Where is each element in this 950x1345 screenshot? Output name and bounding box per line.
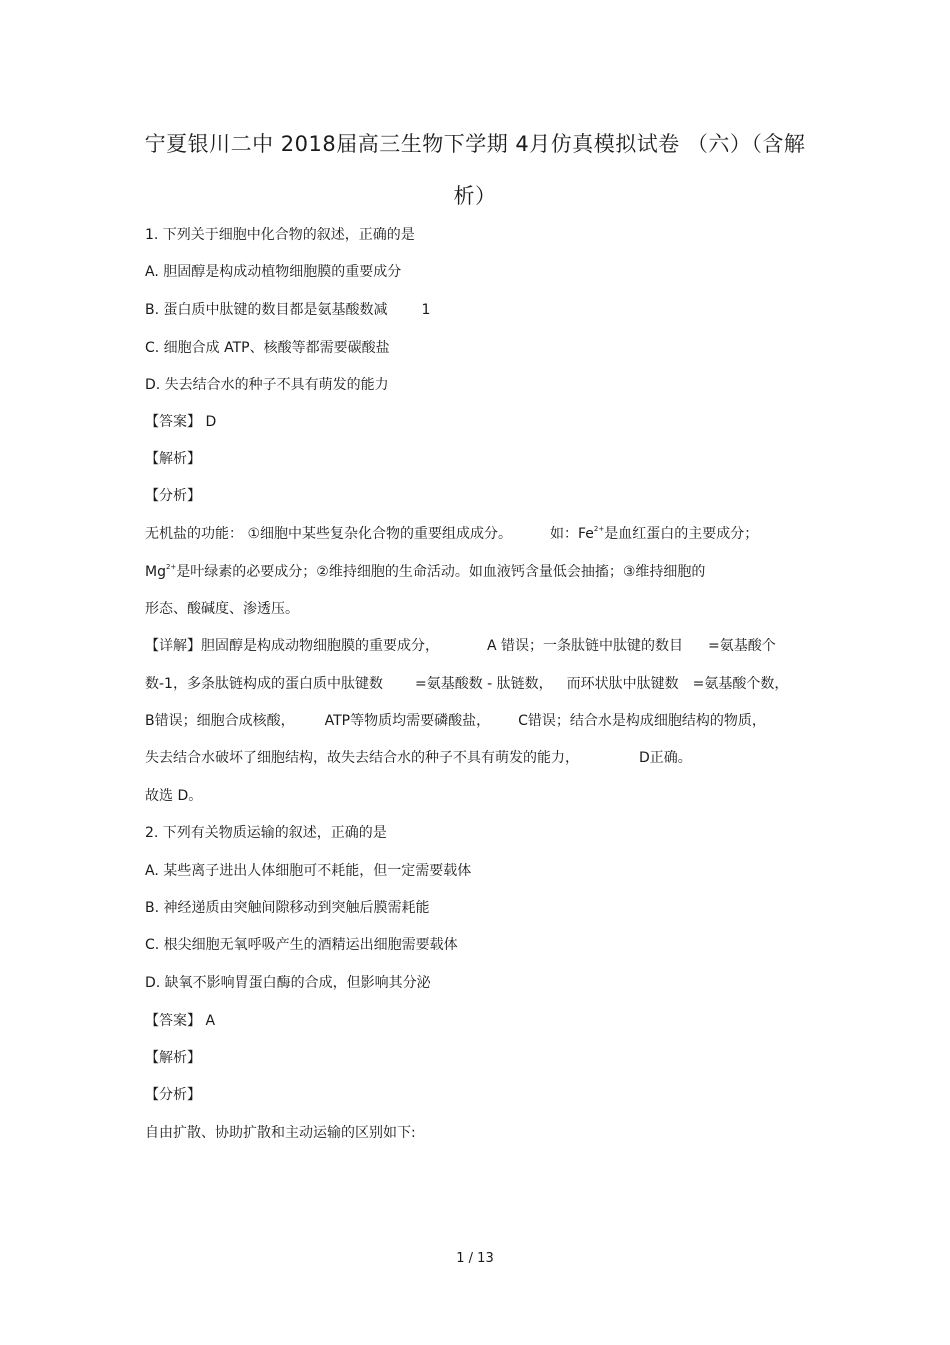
analysis-text: 如：Fe [550,526,594,542]
question-2-option-c: C. 根尖细胞无氧呼吸产生的酒精运出细胞需要载体 [145,937,458,953]
analysis-text: 是血红蛋白的主要成分； [604,526,759,542]
question-1-answer: 【答案】 D [145,414,217,430]
question-2-analysis-line-1: 自由扩散、协助扩散和主动运输的区别如下: [145,1125,416,1141]
question-2-option-d: D. 缺氧不影响胃蛋白酶的合成，但影响其分泌 [145,975,431,991]
question-2-jiexi-heading: 【解析】 [145,1050,201,1066]
analysis-text: 是叶绿素的必要成分；②维持细胞的生命活动。如血液钙含量低会抽搐；③维持细胞的 [176,564,706,580]
detail-text: =氨基酸个数， [692,676,789,692]
page-number: 1 / 13 [456,1251,494,1266]
question-1-detail-line-3 [145,712,766,730]
detail-text: 失去结合水破坏了细胞结构，故失去结合水的种子不具有萌发的能力， [145,750,579,766]
question-1-detail-line-4 [145,749,692,767]
question-1-stem: 1. 下列关于细胞中化合物的叙述，正确的是 [145,227,415,243]
question-2-option-b: B. 神经递质由突触间隙移动到突触后膜需耗能 [145,900,430,916]
analysis-text: Mg [145,564,166,580]
detail-text: ATP等物质均需要磷酸盐， [324,713,491,729]
detail-text: 而环状肽中肽键数 [566,676,679,692]
detail-text: D正确。 [639,750,692,766]
detail-text: C错误；结合水是构成细胞结构的物质， [518,713,766,729]
question-2-option-a: A. 某些离子进出人体细胞可不耗能，但一定需要载体 [145,863,472,879]
document-title-line-2: 析） [453,184,497,208]
question-1-fenxi-heading: 【分析】 [145,488,201,504]
question-1-option-b-tail: 1 [421,302,431,318]
question-2-answer: 【答案】 A [145,1013,216,1029]
question-1-detail-line-2 [145,675,788,693]
superscript-charge: 2+ [165,563,177,571]
question-1-analysis-line-3: 形态、酸碱度、渗透压。 [145,601,299,617]
question-2-fenxi-heading: 【分析】 [145,1087,201,1103]
detail-text: B错误；细胞合成核酸， [145,713,295,729]
question-1-option-c: C. 细胞合成 ATP、核酸等都需要碳酸盐 [145,340,390,356]
analysis-text: 无机盐的功能： ①细胞中某些复杂化合物的重要组成成分。 [145,526,512,542]
document-title-line-1: 宁夏银川二中 2018届高三生物下学期 4月仿真模拟试卷 （六）（含解 [144,132,806,156]
question-2-stem: 2. 下列有关物质运输的叙述，正确的是 [145,825,387,841]
detail-text: =氨基酸个 [708,638,776,654]
question-1-conclusion: 故选 D。 [145,788,203,804]
superscript-charge: 2+ [593,525,605,533]
question-1-analysis-line-1 [145,525,758,543]
question-1-analysis-line-2 [145,563,705,581]
detail-text: 【详解】胆固醇是构成动物细胞膜的重要成分， [145,638,439,654]
detail-text: 数-1，多条肽链构成的蛋白质中肽键数 [145,676,383,692]
detail-text: A 错误；一条肽链中肽键的数目 [487,638,684,654]
question-1-option-b-text: B. 蛋白质中肽键的数目都是氨基酸数减 [145,302,388,318]
question-1-option-b [145,301,430,319]
detail-text: =氨基酸数 - 肽链数， [414,676,553,692]
question-1-option-d: D. 失去结合水的种子不具有萌发的能力 [145,377,389,393]
question-1-jiexi-heading: 【解析】 [145,451,201,467]
question-1-detail-line-1 [145,637,776,655]
question-1-option-a: A. 胆固醇是构成动植物细胞膜的重要成分 [145,264,402,280]
